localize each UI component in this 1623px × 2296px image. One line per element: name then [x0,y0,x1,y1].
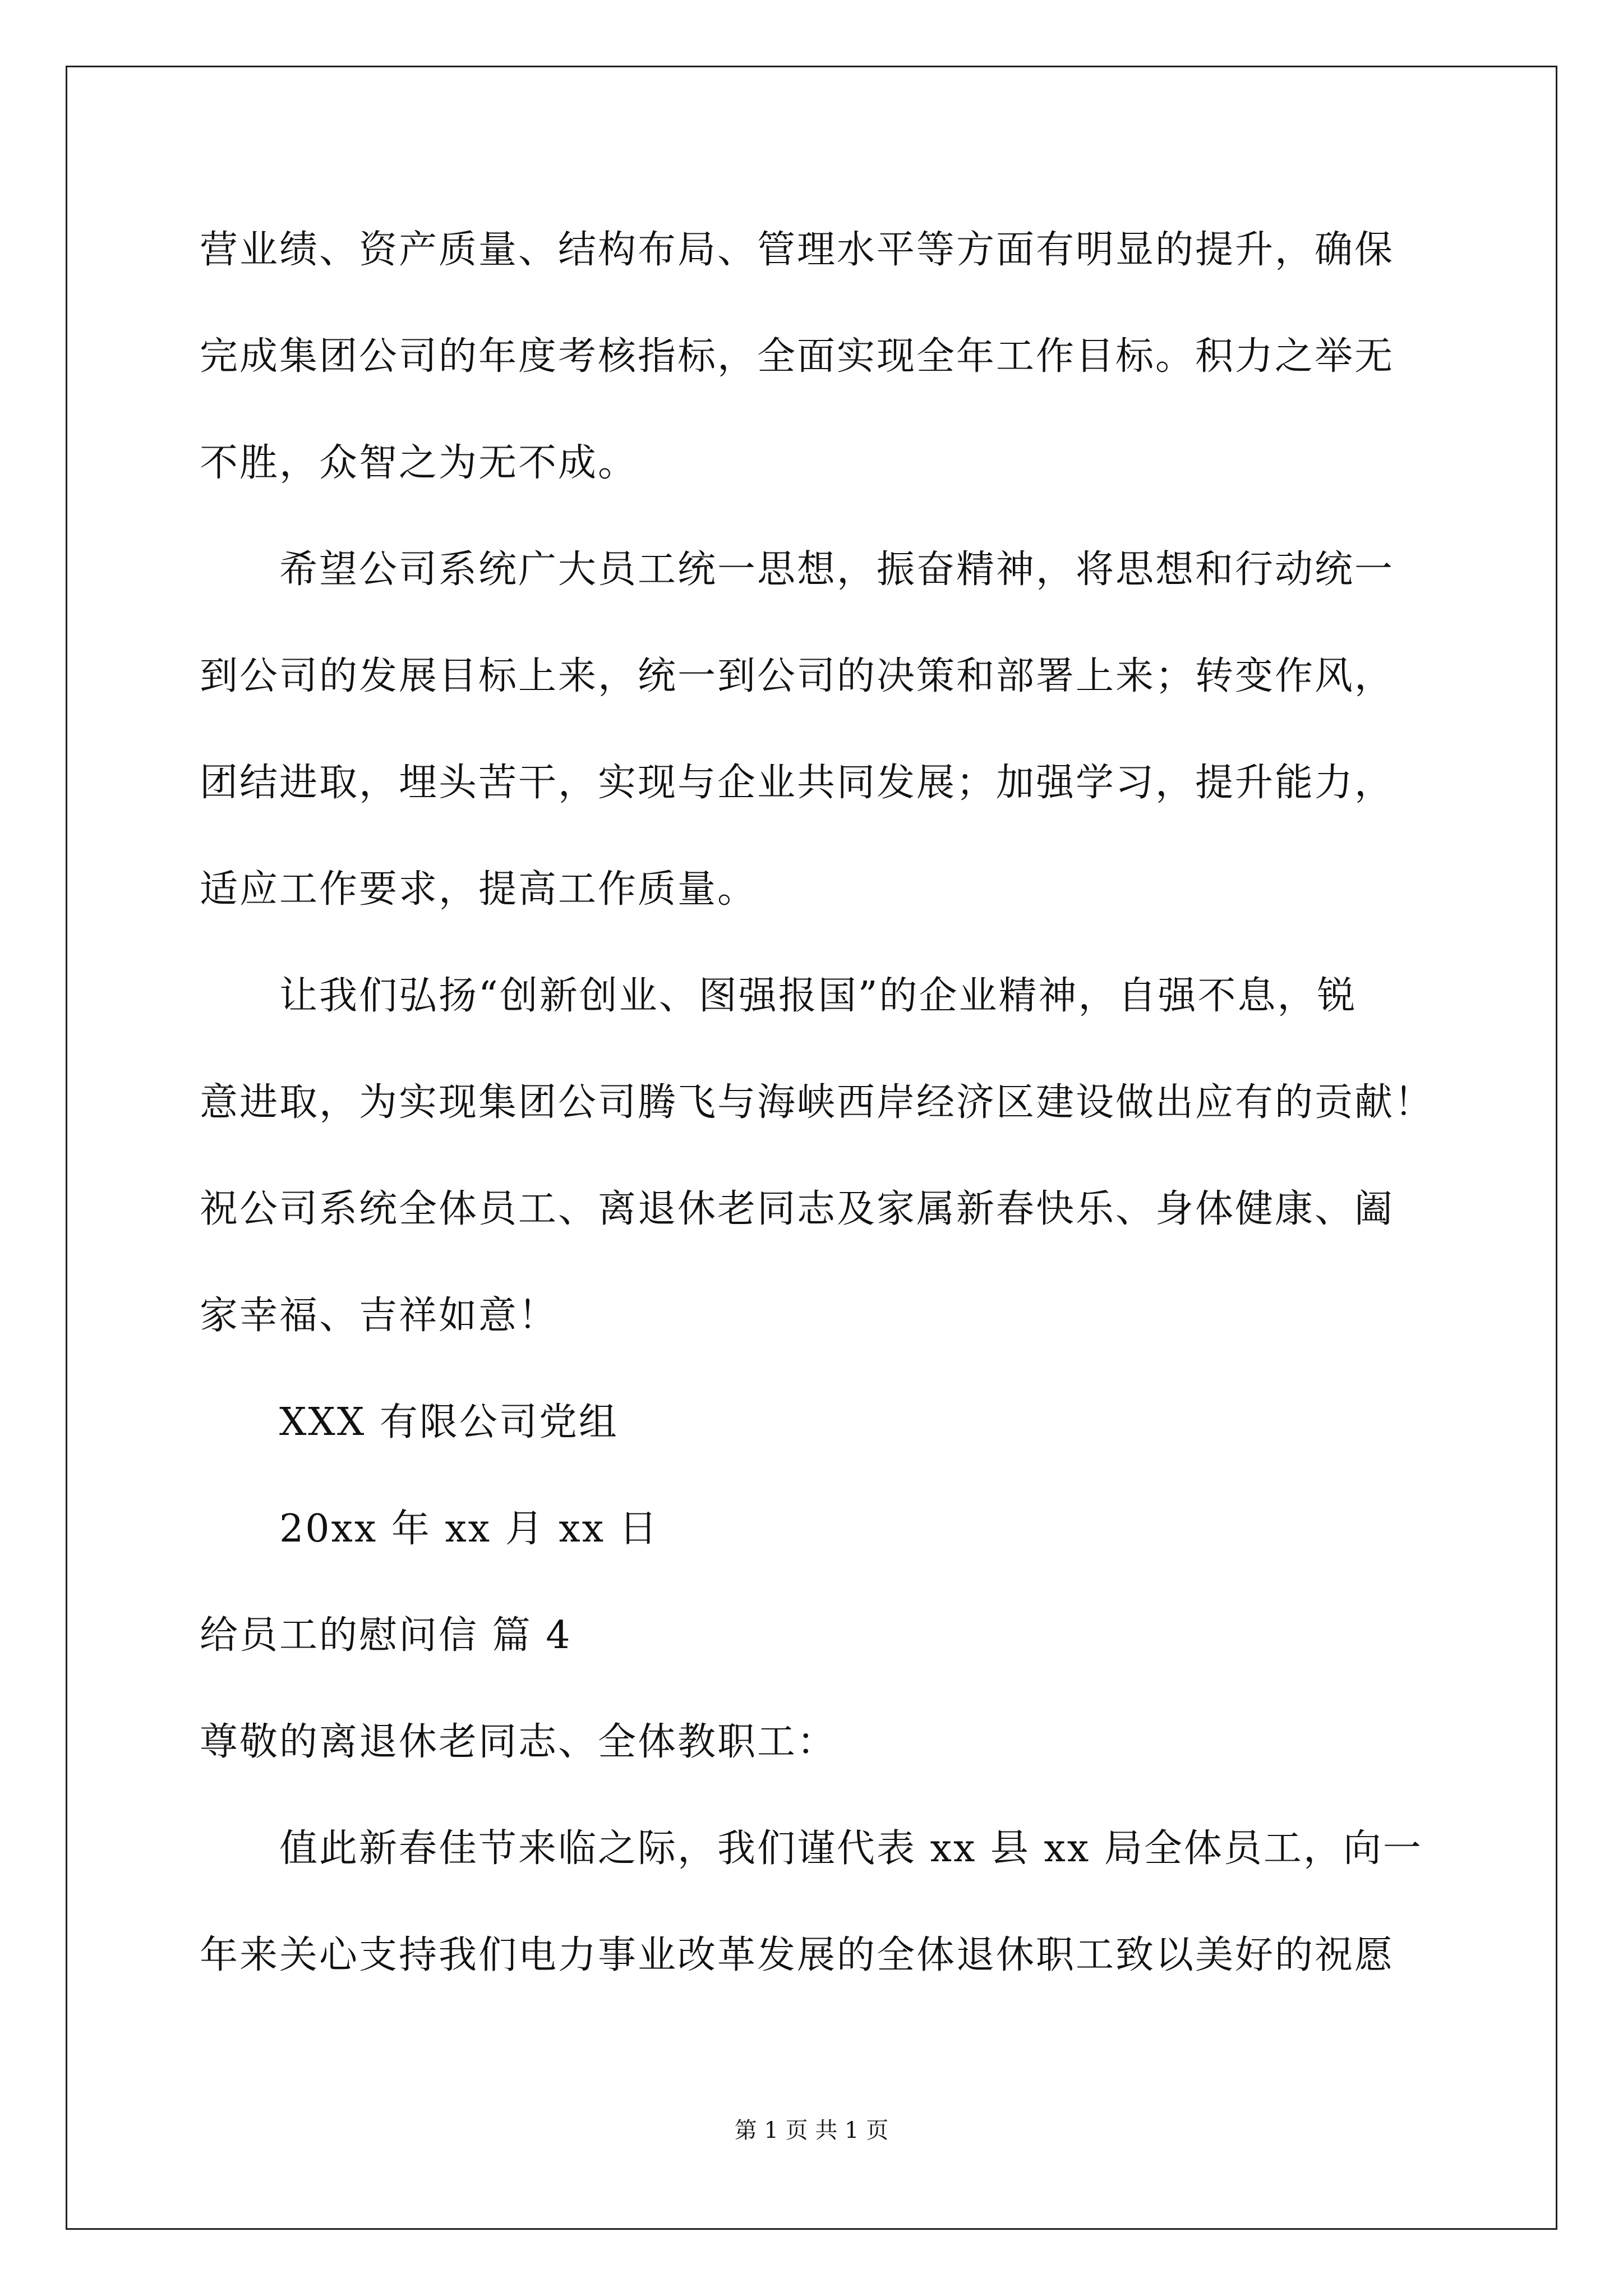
paragraph-start-line: 值此新春佳节来临之际，我们谨代表 xx 县 xx 局全体员工，向一 [279,1826,1423,1871]
body-line: 家幸福、吉祥如意！ [200,1294,559,1338]
section-heading: 给员工的慰问信 篇 4 [200,1613,572,1658]
body-line: 祝公司系统全体员工、离退休老同志及家属新春快乐、身体健康、阖 [200,1187,1395,1231]
body-line: 不胜，众智之为无不成。 [200,441,638,485]
body-line: 适应工作要求，提高工作质量。 [200,867,758,912]
signature-date: 20xx 年 xx 月 xx 日 [279,1507,659,1551]
page-footer: 第 1 页 共 1 页 [734,2118,889,2143]
salutation: 尊敬的离退休老同志、全体教职工： [200,1720,837,1764]
paragraph-start-line: 让我们弘扬“创新创业、图强报国”的企业精神，自强不息，锐 [279,974,1357,1018]
document-body [200,213,1456,2025]
body-line: 团结进取，埋头苦干，实现与企业共同发展；加强学习，提升能力， [200,761,1395,805]
body-line: 意进取，为实现集团公司腾飞与海峡西岸经济区建设做出应有的贡献！ [200,1080,1435,1125]
signature-org: XXX 有限公司党组 [279,1400,619,1444]
body-line: 到公司的发展目标上来，统一到公司的决策和部署上来；转变作风， [200,654,1395,698]
body-line: 年来关心支持我们电力事业改革发展的全体退休职工致以美好的祝愿 [200,1933,1395,1977]
paragraph-start-line: 希望公司系统广大员工统一思想，振奋精神，将思想和行动统一 [279,547,1395,592]
body-line: 营业绩、资产质量、结构布局、管理水平等方面有明显的提升，确保 [200,228,1395,272]
body-line: 完成集团公司的年度考核指标，全面实现全年工作目标。积力之举无 [200,334,1395,379]
